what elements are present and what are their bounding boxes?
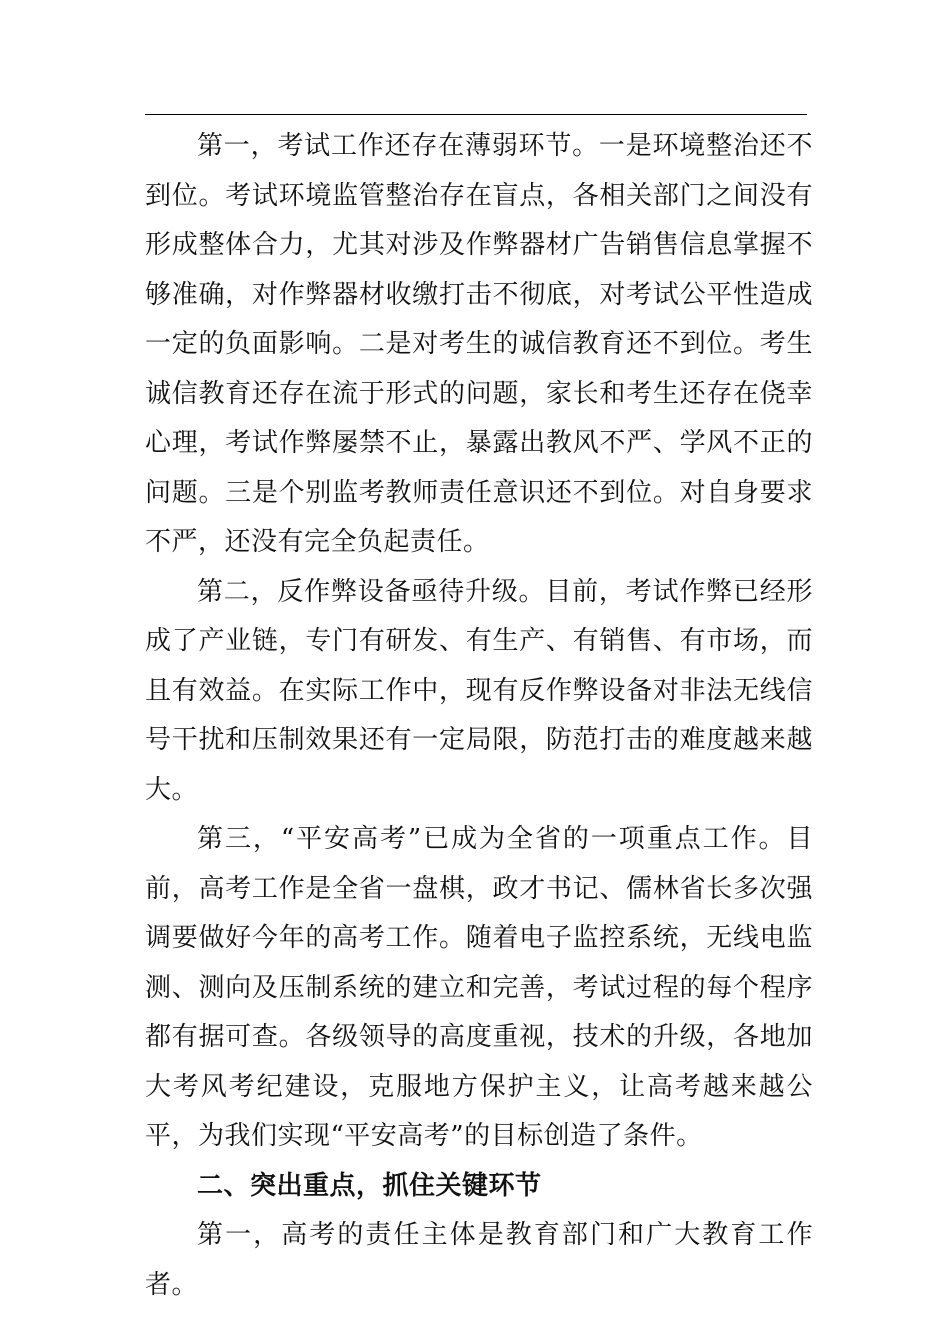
header-rule xyxy=(145,114,807,115)
paragraph-4: 第一，高考的责任主体是教育部门和广大教育工作者。 xyxy=(145,1220,813,1300)
paragraph-2: 第二，反作弊设备亟待升级。目前，考试作弊已经形成了产业链，专门有研发、有生产、有销售、有市场，而且有效益。在实际工作中，现有反作弊设备对非法无线信号干扰和压制效果还有一定局限，防范打击的难度越来越大。 xyxy=(145,576,813,805)
paragraph-1: 第一，考试工作还存在薄弱环节。一是环境整治还不到位。考试环境监管整治存在盲点，各相关部门之间没有形成整体合力，尤其对涉及作弊器材广告销售信息掌握不够准确，对作弊器材收缴打击不彻底，对考试公平性造成一定的负面影响。二是对考生的诚信教育还不到位。考生诚信教育还存在流于形式的问题，家长和考生还存在侥幸心理，考试作弊屡禁不止，暴露出教风不严、学风不正的问题。三是个别监考教师责任意识还不到位。对自身要求不严，还没有完全负起责任。 xyxy=(145,131,813,557)
document-body xyxy=(145,122,813,1310)
section-heading: 二、突出重点，抓住关键环节 xyxy=(197,1170,542,1201)
paragraph-3: 第三，“平安高考”已成为全省的一项重点工作。目前，高考工作是全省一盘棋，政才书记、儒林省长多次强调要做好今年的高考工作。随着电子监控系统，无线电监测、测向及压制系统的建立和完善，考试过程的每个程序都有据可查。各级领导的高度重视，技术的升级，各地加大考风考纪建设，克服地方保护主义，让高考越来越公平，为我们实现“平安高考”的目标创造了条件。 xyxy=(145,824,813,1151)
